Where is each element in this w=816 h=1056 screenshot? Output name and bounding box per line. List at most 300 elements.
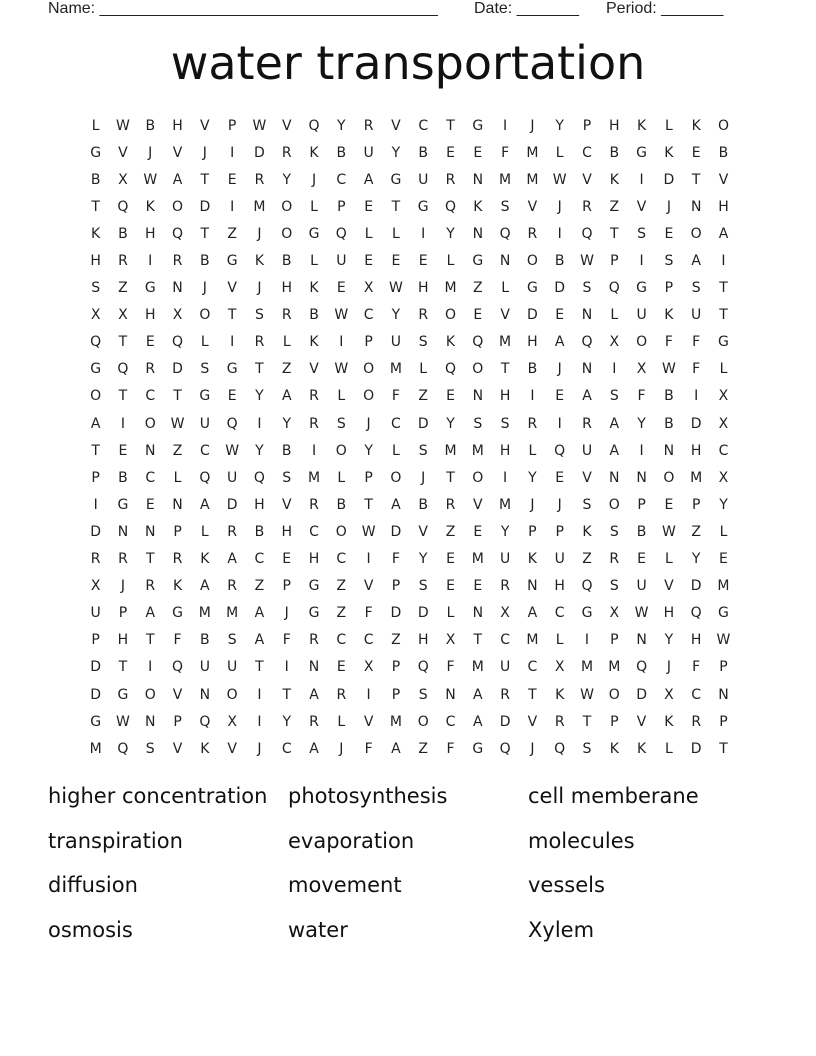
grid-letter: E [473, 144, 483, 161]
grid-letter: X [445, 632, 456, 649]
grid-letter: Q [117, 198, 129, 215]
grid-letter: J [311, 171, 317, 188]
grid-letter: L [664, 117, 673, 134]
grid-letter: A [227, 551, 237, 568]
grid-letter: X [609, 334, 620, 351]
grid-letter: D [690, 578, 702, 595]
grid-letter: Z [391, 632, 401, 649]
grid-letter: C [418, 117, 429, 134]
grid-letter: E [664, 225, 674, 242]
grid-letter: L [282, 334, 291, 351]
grid-letter: H [554, 578, 565, 595]
grid-letter: T [446, 469, 455, 486]
grid-letter: P [391, 686, 401, 703]
grid-letter: P [337, 198, 346, 215]
grid-letter: B [718, 144, 729, 161]
grid-letter: C [500, 632, 510, 649]
grid-letter: S [418, 442, 428, 459]
grid-letter: R [309, 632, 319, 649]
grid-letter: E [227, 171, 237, 188]
grid-letter: M [253, 198, 266, 215]
grid-letter: R [281, 144, 292, 161]
grid-letter: F [391, 388, 400, 405]
grid-letter: W [116, 117, 130, 134]
grid-letter: M [526, 144, 539, 161]
grid-letter: S [227, 632, 237, 649]
grid-letter: I [639, 442, 644, 459]
grid-letter: H [417, 280, 429, 297]
grid-letter: T [610, 225, 619, 242]
grid-letter: N [472, 605, 484, 622]
grid-letter: S [336, 415, 346, 432]
grid-letter: X [172, 307, 183, 324]
grid-letter: W [661, 523, 676, 540]
grid-letter: B [664, 415, 674, 432]
grid-letter: H [117, 632, 129, 649]
grid-letter: E [364, 198, 374, 215]
grid-letter: O [144, 686, 156, 703]
grid-letter: T [528, 686, 537, 703]
grid-letter: Q [172, 225, 184, 242]
grid-letter: R [145, 361, 156, 378]
grid-letter: Q [608, 280, 620, 297]
grid-letter: S [609, 578, 619, 595]
grid-letter: R [172, 551, 183, 568]
grid-letter: D [417, 415, 429, 432]
grid-letter: P [610, 253, 619, 270]
grid-letter: P [364, 469, 373, 486]
grid-letter: F [173, 632, 182, 649]
grid-letter: L [446, 605, 455, 622]
word-list-item: cell memberane [528, 784, 699, 808]
grid-letter: O [526, 253, 538, 270]
grid-letter: R [554, 713, 565, 730]
grid-letter: F [391, 551, 400, 568]
grid-letter: E [555, 388, 565, 405]
grid-letter: W [388, 280, 403, 297]
grid-letter: W [716, 632, 731, 649]
grid-letter: V [664, 578, 674, 595]
grid-letter: N [718, 686, 729, 703]
grid-letter: V [418, 523, 428, 540]
grid-letter: R [336, 686, 347, 703]
word-search-grid [82, 112, 737, 762]
grid-letter: E [391, 253, 401, 270]
grid-letter: G [308, 578, 320, 595]
grid-letter: Q [581, 578, 593, 595]
grid-letter: B [527, 361, 538, 378]
grid-letter: O [608, 496, 620, 513]
grid-letter: U [581, 442, 593, 459]
grid-letter: J [148, 144, 153, 161]
grid-letter: P [610, 632, 619, 649]
grid-letter: R [90, 551, 101, 568]
grid-letter: L [91, 117, 100, 134]
grid-letter: E [364, 253, 374, 270]
grid-letter: J [421, 469, 426, 486]
grid-letter: Z [281, 361, 292, 378]
grid-letter: O [472, 469, 484, 486]
grid-letter: O [226, 686, 238, 703]
grid-letter: R [309, 496, 319, 513]
grid-letter: R [609, 551, 620, 568]
grid-letter: D [90, 686, 102, 703]
grid-letter: T [473, 632, 483, 649]
grid-letter: I [257, 686, 262, 703]
grid-letter: C [445, 713, 456, 730]
grid-letter: H [690, 442, 702, 459]
grid-letter: K [200, 551, 210, 568]
grid-letter: H [690, 632, 702, 649]
grid-letter: L [555, 144, 564, 161]
grid-letter: M [444, 442, 457, 459]
grid-letter: L [310, 253, 318, 270]
grid-letter: N [499, 253, 511, 270]
grid-letter: K [145, 198, 155, 215]
grid-letter: L [337, 388, 346, 405]
grid-letter: U [499, 659, 511, 676]
grid-letter: M [608, 659, 621, 676]
grid-letter: A [582, 388, 592, 405]
grid-letter: S [282, 469, 292, 486]
grid-letter: R [227, 523, 237, 540]
grid-letter: X [554, 659, 565, 676]
grid-letter: U [363, 144, 374, 161]
grid-letter: K [664, 144, 674, 161]
grid-letter: Q [335, 225, 347, 242]
grid-letter: O [390, 469, 402, 486]
grid-letter: O [663, 469, 675, 486]
grid-letter: R [527, 415, 538, 432]
grid-letter: A [200, 578, 210, 595]
grid-letter: G [581, 605, 593, 622]
grid-letter: B [636, 523, 647, 540]
grid-letter: O [717, 117, 729, 134]
word-list-item: movement [288, 873, 402, 897]
grid-letter: Y [255, 388, 264, 405]
grid-letter: C [309, 523, 319, 540]
grid-letter: I [230, 144, 235, 161]
grid-letter: O [199, 307, 211, 324]
grid-letter: E [555, 469, 565, 486]
grid-letter: M [471, 442, 484, 459]
grid-letter: N [199, 686, 211, 703]
grid-letter: U [554, 551, 565, 568]
grid-letter: U [227, 659, 238, 676]
grid-letter: X [90, 307, 101, 324]
grid-letter: G [117, 686, 129, 703]
grid-letter: J [257, 740, 262, 757]
grid-letter: H [172, 117, 183, 134]
grid-letter: P [364, 334, 373, 351]
grid-letter: N [472, 171, 484, 188]
grid-letter: R [500, 686, 510, 703]
grid-letter: Q [444, 361, 457, 378]
grid-letter: Q [417, 659, 429, 676]
grid-letter: H [90, 253, 101, 270]
grid-letter: O [472, 361, 484, 378]
grid-letter: I [421, 225, 426, 242]
grid-letter: T [582, 713, 592, 730]
grid-letter: A [609, 442, 620, 459]
grid-letter: T [91, 442, 100, 459]
grid-letter: N [690, 198, 702, 215]
grid-letter: J [257, 280, 262, 297]
grid-letter: L [664, 740, 673, 757]
grid-letter: Z [254, 578, 265, 595]
grid-letter: B [118, 225, 128, 242]
grid-letter: K [555, 686, 565, 703]
grid-letter: F [692, 361, 701, 378]
grid-letter: Y [337, 117, 346, 134]
grid-letter: A [691, 253, 701, 270]
grid-letter: E [446, 144, 455, 161]
grid-letter: K [445, 334, 456, 351]
grid-letter: J [202, 144, 207, 161]
grid-letter: M [444, 280, 457, 297]
grid-letter: E [473, 523, 483, 540]
grid-letter: F [446, 740, 455, 757]
grid-letter: P [555, 523, 564, 540]
grid-letter: G [472, 117, 484, 134]
grid-letter: J [666, 659, 671, 676]
grid-letter: G [472, 740, 484, 757]
grid-letter: J [202, 280, 207, 297]
grid-letter: J [257, 225, 262, 242]
grid-letter: J [557, 496, 562, 513]
grid-letter: Z [418, 388, 428, 405]
grid-letter: V [636, 198, 647, 215]
grid-letter: K [664, 307, 674, 324]
grid-letter: V [363, 578, 374, 595]
grid-letter: F [282, 632, 291, 649]
grid-letter: W [334, 361, 349, 378]
grid-letter: N [172, 280, 183, 297]
grid-letter: T [200, 225, 210, 242]
grid-letter: T [446, 117, 455, 134]
grid-letter: P [391, 659, 401, 676]
grid-letter: H [527, 334, 538, 351]
grid-letter: S [609, 388, 619, 405]
grid-letter: Z [473, 280, 483, 297]
grid-letter: Q [199, 469, 211, 486]
grid-letter: P [582, 117, 592, 134]
grid-letter: B [200, 632, 210, 649]
grid-letter: L [337, 713, 346, 730]
grid-letter: U [390, 334, 402, 351]
grid-letter: N [581, 307, 593, 324]
grid-letter: Y [446, 415, 455, 432]
grid-letter: X [363, 280, 374, 297]
grid-letter: I [639, 253, 644, 270]
grid-letter: Q [226, 415, 238, 432]
grid-letter: L [446, 253, 455, 270]
grid-letter: L [664, 551, 673, 568]
grid-letter: L [528, 442, 537, 459]
grid-letter: W [580, 686, 594, 703]
grid-letter: T [391, 198, 401, 215]
grid-letter: S [254, 307, 264, 324]
grid-letter: H [499, 442, 511, 459]
grid-letter: O [281, 225, 293, 242]
grid-letter: M [471, 659, 484, 676]
grid-letter: Q [308, 117, 320, 134]
grid-letter: C [336, 632, 347, 649]
grid-letter: J [284, 605, 289, 622]
grid-letter: K [473, 198, 483, 215]
grid-letter: K [527, 551, 537, 568]
grid-letter: G [226, 361, 238, 378]
grid-letter: B [309, 307, 319, 324]
grid-letter: L [392, 442, 400, 459]
grid-letter: C [145, 469, 156, 486]
grid-letter: T [145, 551, 155, 568]
grid-letter: W [116, 713, 130, 730]
grid-letter: D [690, 415, 702, 432]
grid-letter: X [664, 686, 674, 703]
grid-letter: G [718, 605, 729, 622]
grid-letter: U [499, 551, 511, 568]
grid-letter: U [418, 171, 429, 188]
grid-letter: D [554, 280, 566, 297]
grid-letter: L [200, 334, 209, 351]
grid-letter: V [227, 280, 237, 297]
grid-letter: O [690, 225, 702, 242]
grid-letter: C [391, 415, 401, 432]
grid-letter: K [691, 117, 701, 134]
grid-letter: T [364, 496, 373, 513]
grid-letter: K [254, 253, 265, 270]
grid-letter: M [198, 605, 211, 622]
grid-letter: K [664, 713, 674, 730]
grid-letter: S [582, 740, 592, 757]
grid-letter: A [718, 225, 729, 242]
grid-letter: M [226, 605, 239, 622]
grid-letter: P [227, 117, 237, 134]
grid-letter: P [528, 523, 537, 540]
grid-letter: U [199, 415, 210, 432]
grid-letter: C [336, 171, 347, 188]
grid-letter: W [361, 523, 376, 540]
grid-letter: Y [418, 551, 428, 568]
grid-letter: Y [255, 442, 264, 459]
grid-letter: K [309, 144, 319, 161]
grid-letter: L [610, 307, 619, 324]
grid-letter: P [719, 713, 728, 730]
grid-letter: T [691, 171, 701, 188]
grid-letter: A [281, 388, 292, 405]
grid-letter: D [390, 605, 402, 622]
grid-letter: S [664, 253, 674, 270]
grid-letter: W [252, 117, 267, 134]
grid-letter: H [144, 225, 156, 242]
grid-letter: G [172, 605, 183, 622]
grid-letter: C [582, 144, 592, 161]
grid-letter: B [554, 253, 565, 270]
grid-letter: J [366, 415, 371, 432]
grid-letter: M [690, 469, 703, 486]
grid-letter: F [501, 144, 510, 161]
grid-letter: Z [227, 225, 237, 242]
grid-letter: Q [90, 334, 102, 351]
grid-letter: I [366, 551, 371, 568]
grid-letter: R [254, 334, 265, 351]
grid-letter: N [172, 496, 183, 513]
grid-letter: S [609, 523, 619, 540]
grid-letter: S [691, 280, 701, 297]
grid-letter: K [636, 117, 647, 134]
grid-letter: D [90, 659, 102, 676]
grid-letter: E [446, 388, 455, 405]
grid-letter: I [557, 415, 562, 432]
grid-letter: V [527, 713, 538, 730]
grid-letter: G [472, 253, 484, 270]
grid-letter: I [148, 659, 153, 676]
word-list-item: molecules [528, 828, 635, 853]
grid-letter: U [227, 469, 238, 486]
grid-letter: K [582, 523, 592, 540]
grid-letter: Z [118, 280, 128, 297]
grid-letter: C [363, 307, 374, 324]
grid-letter: Q [199, 713, 211, 730]
grid-letter: B [254, 523, 265, 540]
grid-letter: P [173, 523, 182, 540]
grid-letter: O [363, 388, 375, 405]
grid-letter: X [718, 469, 729, 486]
grid-letter: M [307, 469, 321, 486]
grid-letter: V [500, 307, 510, 324]
grid-letter: Y [719, 496, 728, 513]
grid-letter: R [363, 117, 374, 134]
grid-letter: D [254, 144, 265, 161]
grid-letter: G [144, 280, 156, 297]
grid-letter: R [582, 415, 592, 432]
grid-letter: L [719, 523, 728, 540]
grid-letter: E [555, 307, 565, 324]
grid-letter: S [500, 415, 510, 432]
grid-letter: R [445, 496, 456, 513]
word-list-item: diffusion [48, 873, 138, 897]
grid-letter: J [339, 740, 344, 757]
grid-letter: M [389, 361, 402, 378]
grid-letter: E [145, 334, 155, 351]
grid-letter: Q [554, 740, 566, 757]
grid-letter: A [391, 496, 401, 513]
grid-letter: T [200, 171, 210, 188]
grid-letter: O [144, 415, 156, 432]
grid-letter: X [500, 605, 510, 622]
grid-letter: O [608, 686, 620, 703]
grid-letter: O [417, 713, 429, 730]
grid-letter: I [257, 713, 262, 730]
grid-letter: Q [499, 225, 511, 242]
grid-letter: L [337, 469, 346, 486]
grid-letter: N [117, 523, 129, 540]
grid-letter: P [91, 632, 100, 649]
grid-letter: I [584, 632, 590, 649]
grid-letter: K [309, 280, 319, 297]
grid-letter: P [691, 496, 701, 513]
grid-letter: I [721, 253, 726, 270]
word-list-item: transpiration [48, 828, 183, 853]
grid-letter: B [281, 253, 292, 270]
grid-letter: S [582, 496, 592, 513]
grid-letter: G [90, 713, 102, 730]
grid-letter: H [718, 198, 729, 215]
grid-letter: Q [690, 605, 702, 622]
grid-letter: F [637, 388, 646, 405]
grid-letter: V [582, 171, 592, 188]
